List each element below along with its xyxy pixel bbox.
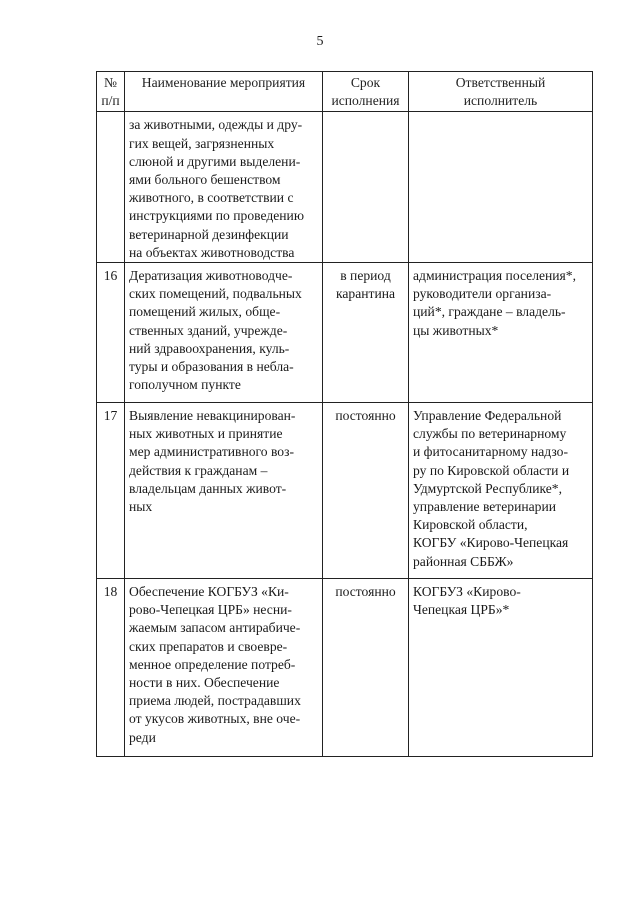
row-responsible-cell: Управление Федеральной службы по ветеринарному и фитосанитарному надзо- ру по Кировской области и Удмуртской Республике*, управление ветеринарии Кировской области, КОГБУ «Кирово-Чепецкая районная СББЖ» bbox=[409, 403, 593, 579]
header-number: № п/п bbox=[97, 72, 125, 112]
page-number: 5 bbox=[316, 34, 324, 49]
table-header-row bbox=[97, 72, 593, 112]
row-responsible-cell: КОГБУЗ «Кирово- Чепецкая ЦРБ»* bbox=[409, 579, 593, 757]
table-row bbox=[97, 403, 593, 579]
row-name-cell: Выявление невакцинирован- ных животных и принятие мер административного воз- действия к гражданам – владельцам данных живот- ных bbox=[125, 403, 323, 579]
row-name-cell: за животными, одежды и дру- гих вещей, загрязненных слюной и другими выделени- ями больного бешенством животного, в соответствии с инструкциями по проведению ветеринарной дезинфекции на объектах животноводства bbox=[125, 112, 323, 263]
row-number-cell: 16 bbox=[97, 263, 125, 403]
header-term: Срок исполнения bbox=[323, 72, 409, 112]
row-term-cell bbox=[323, 112, 409, 263]
row-number-cell: 18 bbox=[97, 579, 125, 757]
row-responsible-cell bbox=[409, 112, 593, 263]
row-name-cell: Обеспечение КОГБУЗ «Ки- рово-Чепецкая ЦРБ» несни- жаемым запасом антирабиче- ских препаратов и своевре- менное определение потреб- ности в них. Обеспечение приема людей, пострадавших от укусов животных, вне оче- реди bbox=[125, 579, 323, 757]
header-name: Наименование мероприятия bbox=[125, 72, 323, 112]
row-number-cell: 17 bbox=[97, 403, 125, 579]
measures-table bbox=[96, 71, 593, 757]
row-term-cell: постоянно bbox=[323, 403, 409, 579]
row-responsible-cell: администрация поселения*, руководители организа- ций*, граждане – владель- цы животных* bbox=[409, 263, 593, 403]
row-term-cell: постоянно bbox=[323, 579, 409, 757]
header-responsible: Ответственный исполнитель bbox=[409, 72, 593, 112]
table-row bbox=[97, 263, 593, 403]
row-term-cell: в период карантина bbox=[323, 263, 409, 403]
table-row bbox=[97, 579, 593, 757]
row-number-cell bbox=[97, 112, 125, 263]
table-row bbox=[97, 112, 593, 263]
row-name-cell: Дератизация животноводче- ских помещений, подвальных помещений жилых, обще- ственных зданий, учрежде- ний здравоохранения, куль- туры и образования в небла- гополучном пункте bbox=[125, 263, 323, 403]
